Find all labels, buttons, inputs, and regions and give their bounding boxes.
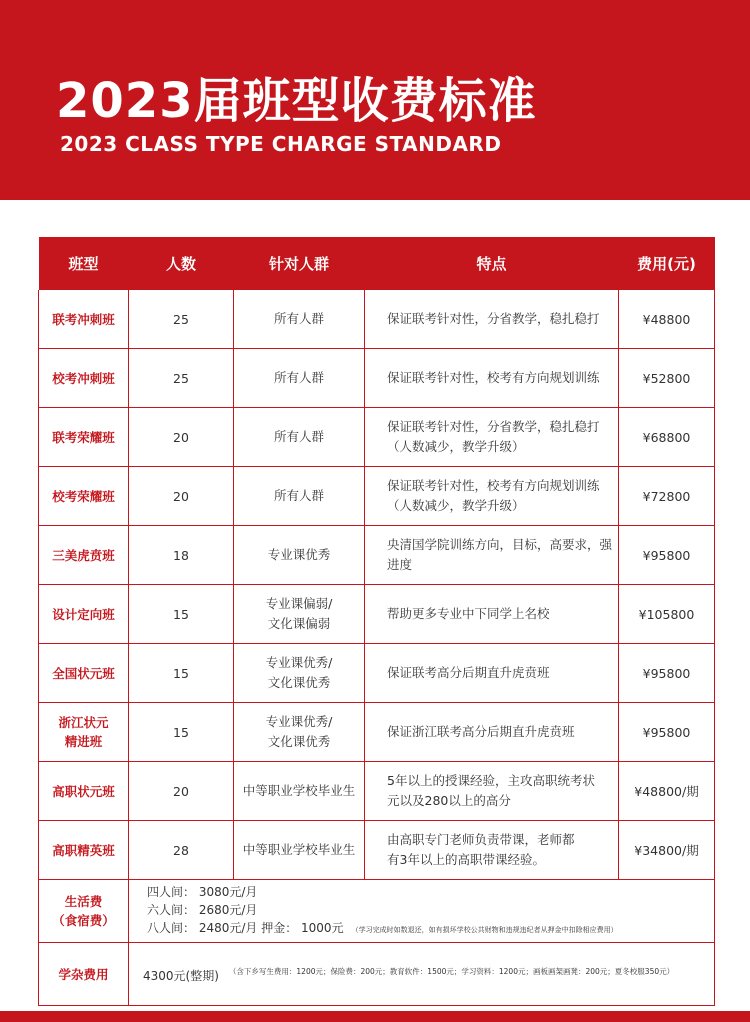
fee-cell: ¥95800 bbox=[619, 526, 715, 585]
fee-cell: ¥52800 bbox=[619, 349, 715, 408]
features-cell: 保证联考针对性，分省教学，稳扎稳打 bbox=[365, 290, 619, 349]
column-header: 人数 bbox=[129, 237, 234, 290]
fee-cell: ¥72800 bbox=[619, 467, 715, 526]
fee-cell: ¥48800 bbox=[619, 290, 715, 349]
table-row bbox=[39, 408, 715, 467]
features-cell: 保证联考针对性，校考有方向规划训练 bbox=[365, 349, 619, 408]
living-fee-row bbox=[39, 880, 715, 943]
misc-fee-value: 4300元(整期) bbox=[143, 968, 219, 983]
table-row bbox=[39, 703, 715, 762]
table-row bbox=[39, 821, 715, 880]
features-cell: 5年以上的授课经验，主攻高职统考状 元以及280以上的高分 bbox=[365, 762, 619, 821]
features-cell: 保证联考针对性，校考有方向规划训练 （人数减少，教学升级） bbox=[365, 467, 619, 526]
audience-cell: 专业课优秀/ 文化课优秀 bbox=[234, 644, 365, 703]
class-size-cell: 15 bbox=[129, 644, 234, 703]
audience-cell: 所有人群 bbox=[234, 290, 365, 349]
features-cell: 由高职专门老师负责带课，老师都 有3年以上的高职带课经验。 bbox=[365, 821, 619, 880]
audience-cell: 所有人群 bbox=[234, 467, 365, 526]
misc-fee-label: 学杂费用 bbox=[39, 943, 129, 1006]
class-size-cell: 20 bbox=[129, 408, 234, 467]
header-banner bbox=[0, 0, 750, 200]
features-cell: 帮助更多专业中下同学上名校 bbox=[365, 585, 619, 644]
class-name-cell: 联考荣耀班 bbox=[39, 408, 129, 467]
table-row bbox=[39, 467, 715, 526]
features-cell: 保证联考高分后期直升虎贲班 bbox=[365, 644, 619, 703]
fee-cell: ¥95800 bbox=[619, 703, 715, 762]
class-name-cell: 校考荣耀班 bbox=[39, 467, 129, 526]
class-name-cell: 高职精英班 bbox=[39, 821, 129, 880]
column-header: 针对人群 bbox=[234, 237, 365, 290]
class-name-cell: 三美虎贲班 bbox=[39, 526, 129, 585]
living-fee-details: 四人间： 3080元/月 六人间： 2680元/月 八人间： 2480元/月 押金： 1000元 （学习完成时如数退还，如有损坏学校公共财物和违规违纪者从押金中扣除相应费用） bbox=[129, 880, 715, 943]
page-subtitle: 2023 CLASS TYPE CHARGE STANDARD bbox=[60, 132, 502, 156]
class-name-cell: 联考冲刺班 bbox=[39, 290, 129, 349]
table-row bbox=[39, 585, 715, 644]
audience-cell: 专业课优秀 bbox=[234, 526, 365, 585]
class-size-cell: 28 bbox=[129, 821, 234, 880]
deposit-note: （学习完成时如数退还，如有损坏学校公共财物和违规违纪者从押金中扣除相应费用） bbox=[351, 926, 618, 934]
audience-cell: 所有人群 bbox=[234, 349, 365, 408]
audience-cell: 专业课优秀/ 文化课优秀 bbox=[234, 703, 365, 762]
class-size-cell: 18 bbox=[129, 526, 234, 585]
living-fee-label: 生活费 （食宿费） bbox=[39, 880, 129, 943]
table-row bbox=[39, 644, 715, 703]
class-name-cell: 校考冲刺班 bbox=[39, 349, 129, 408]
features-cell: 保证联考针对性，分省教学，稳扎稳打 （人数减少，教学升级） bbox=[365, 408, 619, 467]
fee-cell: ¥34800/期 bbox=[619, 821, 715, 880]
footer-bar bbox=[0, 1011, 750, 1022]
column-header: 班型 bbox=[39, 237, 129, 290]
audience-cell: 中等职业学校毕业生 bbox=[234, 821, 365, 880]
fee-cell: ¥105800 bbox=[619, 585, 715, 644]
class-size-cell: 15 bbox=[129, 703, 234, 762]
features-cell: 保证浙江联考高分后期直升虎贲班 bbox=[365, 703, 619, 762]
table-row bbox=[39, 349, 715, 408]
features-cell: 央清国学院训练方向，目标，高要求，强 进度 bbox=[365, 526, 619, 585]
class-size-cell: 20 bbox=[129, 467, 234, 526]
table-row bbox=[39, 290, 715, 349]
class-name-cell: 设计定向班 bbox=[39, 585, 129, 644]
class-name-cell: 全国状元班 bbox=[39, 644, 129, 703]
fee-cell: ¥68800 bbox=[619, 408, 715, 467]
class-size-cell: 15 bbox=[129, 585, 234, 644]
class-size-cell: 25 bbox=[129, 349, 234, 408]
fee-cell: ¥48800/期 bbox=[619, 762, 715, 821]
column-header: 特点 bbox=[365, 237, 619, 290]
misc-fee-details bbox=[129, 943, 715, 1006]
class-size-cell: 20 bbox=[129, 762, 234, 821]
page-title: 2023届班型收费标准 bbox=[56, 73, 537, 129]
class-name-cell: 浙江状元 精进班 bbox=[39, 703, 129, 762]
misc-fee-note: （含下乡写生费用：1200元；保险费：200元；教育软件：1500元；学习资料：1200元；画板画架画凳：200元；夏冬校服350元） bbox=[228, 966, 675, 976]
fee-table bbox=[38, 237, 715, 1006]
misc-fee-row bbox=[39, 943, 715, 1006]
column-header: 费用(元) bbox=[619, 237, 715, 290]
audience-cell: 中等职业学校毕业生 bbox=[234, 762, 365, 821]
fee-cell: ¥95800 bbox=[619, 644, 715, 703]
table-row bbox=[39, 762, 715, 821]
table-header-row bbox=[39, 237, 715, 290]
class-name-cell: 高职状元班 bbox=[39, 762, 129, 821]
table-row bbox=[39, 526, 715, 585]
audience-cell: 专业课偏弱/ 文化课偏弱 bbox=[234, 585, 365, 644]
class-size-cell: 25 bbox=[129, 290, 234, 349]
audience-cell: 所有人群 bbox=[234, 408, 365, 467]
